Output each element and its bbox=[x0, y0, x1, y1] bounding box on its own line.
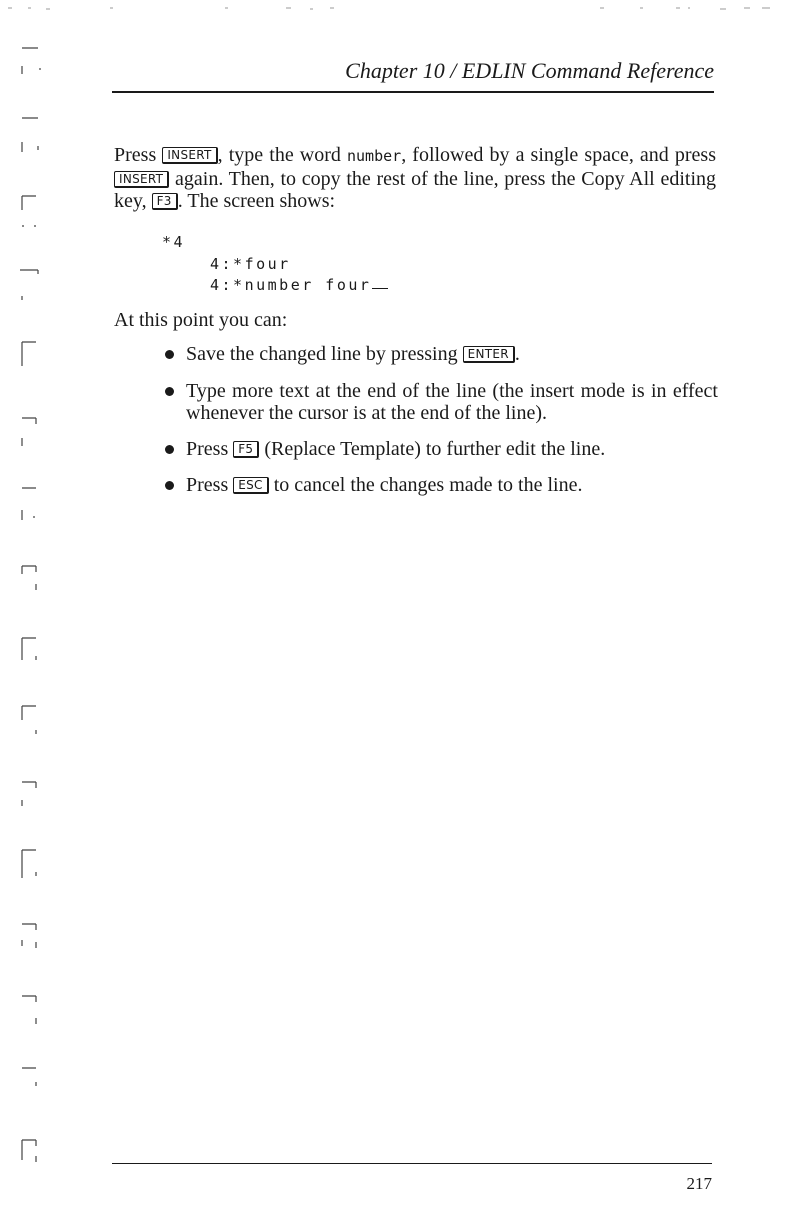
header-rule bbox=[112, 91, 714, 93]
paragraph-text: , type the word bbox=[217, 144, 347, 166]
screen-line-edited-text: 4:*number four bbox=[210, 276, 372, 294]
paragraph-text: again. Then, to copy the rest of the line, press the Copy All editing key, bbox=[114, 167, 716, 212]
insert-key-icon: INSERT bbox=[162, 147, 217, 164]
paragraph-text: . The screen shows: bbox=[177, 190, 336, 212]
binder-margin-marks bbox=[0, 0, 60, 1230]
bullet-icon bbox=[165, 481, 174, 490]
paragraph-text: Press bbox=[114, 144, 163, 166]
screen-line-original: 4:*four bbox=[210, 255, 291, 273]
list-item bbox=[162, 380, 718, 425]
esc-key-icon: ESC bbox=[233, 477, 268, 494]
options-list bbox=[162, 343, 718, 497]
list-item-text: Save the changed line by pressing bbox=[186, 343, 463, 365]
code-word: number bbox=[347, 147, 402, 165]
body-paragraph bbox=[114, 144, 716, 213]
lead-in: At this point you can: bbox=[114, 309, 288, 331]
scan-speckles bbox=[0, 0, 794, 16]
bullet-icon bbox=[165, 445, 174, 454]
list-item-text: Press bbox=[186, 474, 234, 496]
screen-line-prompt: *4 bbox=[162, 233, 186, 251]
bullet-icon bbox=[165, 350, 174, 359]
footer-rule bbox=[112, 1163, 712, 1164]
bullet-icon bbox=[165, 387, 174, 396]
list-item bbox=[162, 343, 718, 366]
list-item bbox=[162, 474, 718, 497]
cursor-icon bbox=[372, 288, 388, 289]
f3-key-icon: F3 bbox=[152, 193, 178, 210]
list-item-text: . bbox=[514, 343, 520, 365]
list-item bbox=[162, 438, 718, 461]
paragraph-text: , followed by a single space, and press bbox=[401, 144, 716, 166]
f5-key-icon: F5 bbox=[233, 441, 259, 458]
list-item-text: to cancel the changes made to the line. bbox=[268, 474, 583, 496]
screen-line-edited bbox=[210, 275, 388, 295]
list-item-text: Type more text at the end of the line (the insert mode is in effect whenever the cursor is at the end of the line). bbox=[186, 379, 718, 424]
insert-key-icon: INSERT bbox=[114, 171, 169, 188]
page-number: 217 bbox=[686, 1174, 712, 1193]
running-header: Chapter 10 / EDLIN Command Reference bbox=[345, 58, 714, 83]
enter-key-icon: ENTER bbox=[463, 346, 515, 363]
list-item-text: (Replace Template) to further edit the line. bbox=[259, 437, 606, 460]
list-item-text: Press bbox=[186, 437, 234, 460]
